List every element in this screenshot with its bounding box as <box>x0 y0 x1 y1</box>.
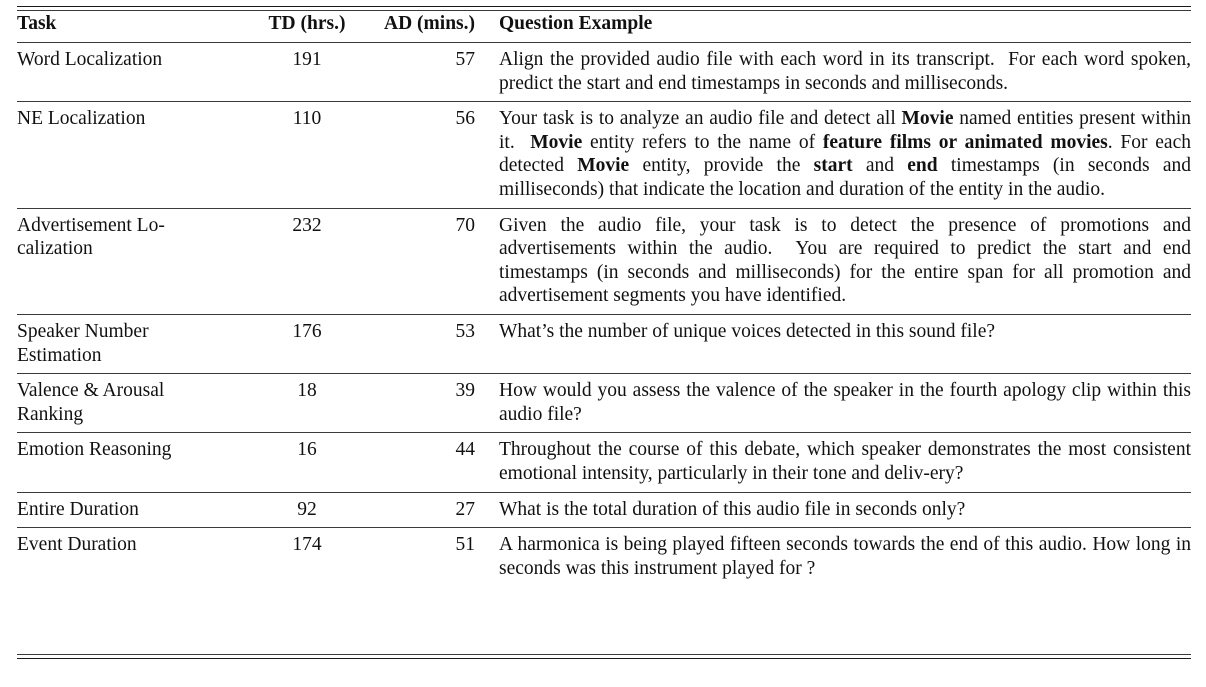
cell-question-example: Throughout the course of this debate, which speaker demonstrates the most consistent emotional intensity, particularly in their tone and deliv-ery? <box>497 433 1191 492</box>
table-row <box>17 314 1191 373</box>
column-header-ad: AD (mins.) <box>367 6 497 43</box>
table-row <box>17 528 1191 587</box>
cell-total-duration-hours: 176 <box>249 314 367 373</box>
cell-task-name: Speaker Number Estimation <box>17 314 249 373</box>
cell-average-duration-minutes: 27 <box>367 492 497 528</box>
cell-average-duration-minutes: 51 <box>367 528 497 587</box>
cell-total-duration-hours: 232 <box>249 208 367 314</box>
cell-task-name: Valence & Arousal Ranking <box>17 374 249 433</box>
cell-question-example: What’s the number of unique voices detected in this sound file? <box>497 314 1191 373</box>
column-header-question: Question Example <box>497 6 1191 43</box>
cell-average-duration-minutes: 39 <box>367 374 497 433</box>
cell-task-name: Advertisement Lo- calization <box>17 208 249 314</box>
table-row <box>17 374 1191 433</box>
cell-total-duration-hours: 191 <box>249 43 367 102</box>
table-row <box>17 102 1191 208</box>
cell-total-duration-hours: 174 <box>249 528 367 587</box>
cell-average-duration-minutes: 56 <box>367 102 497 208</box>
cell-question-example: A harmonica is being played fifteen seconds towards the end of this audio. How long in seconds was this instrument played for ? <box>497 528 1191 587</box>
cell-average-duration-minutes: 57 <box>367 43 497 102</box>
cell-task-name: Entire Duration <box>17 492 249 528</box>
task-question-table <box>17 6 1191 586</box>
header-row <box>17 6 1191 43</box>
table-bottom-rule-outer <box>17 658 1191 659</box>
table-row <box>17 492 1191 528</box>
cell-question-example: What is the total duration of this audio file in seconds only? <box>497 492 1191 528</box>
table-bottom-rule-inner <box>17 654 1191 655</box>
cell-task-name: Word Localization <box>17 43 249 102</box>
cell-average-duration-minutes: 44 <box>367 433 497 492</box>
table-body <box>17 43 1191 587</box>
cell-task-name: Event Duration <box>17 528 249 587</box>
table-row <box>17 433 1191 492</box>
cell-total-duration-hours: 16 <box>249 433 367 492</box>
cell-total-duration-hours: 18 <box>249 374 367 433</box>
cell-average-duration-minutes: 53 <box>367 314 497 373</box>
cell-task-name: NE Localization <box>17 102 249 208</box>
cell-question-example: Given the audio file, your task is to detect the presence of promotions and advertisements within the audio. You are required to predict the start and end timestamps (in seconds and milliseconds) for the entire span for all promotion and advertisement segments you have identified. <box>497 208 1191 314</box>
table-row <box>17 208 1191 314</box>
column-header-td: TD (hrs.) <box>249 6 367 43</box>
cell-question-example: Align the provided audio file with each word in its transcript. For each word spoken, predict the start and end timestamps in seconds and milliseconds. <box>497 43 1191 102</box>
cell-total-duration-hours: 110 <box>249 102 367 208</box>
cell-average-duration-minutes: 70 <box>367 208 497 314</box>
column-header-task: Task <box>17 6 249 43</box>
cell-question-example: How would you assess the valence of the speaker in the fourth apology clip within this audio file? <box>497 374 1191 433</box>
table-row <box>17 43 1191 102</box>
table-header <box>17 6 1191 43</box>
cell-question-example: Your task is to analyze an audio file and detect all Movie named entities present within it. Movie entity refers to the name of feature films or animated movies. For each detected Movie entity, provide the start and end timestamps (in seconds and milliseconds) that indicate the location and duration of the entity in the audio. <box>497 102 1191 208</box>
cell-total-duration-hours: 92 <box>249 492 367 528</box>
cell-task-name: Emotion Reasoning <box>17 433 249 492</box>
